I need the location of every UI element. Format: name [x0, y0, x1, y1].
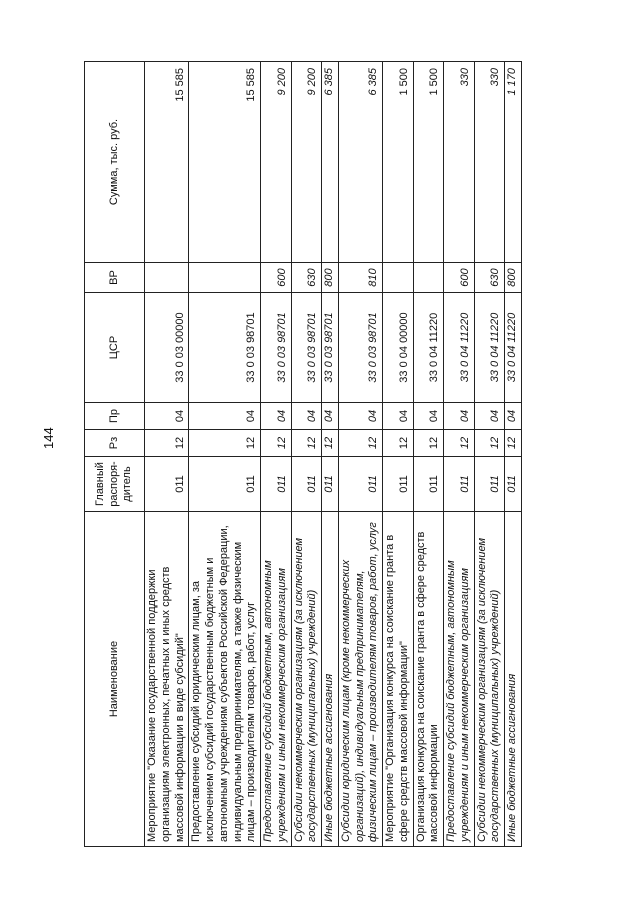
table-cell-vr: 600 [261, 263, 292, 293]
table-cell-name: Иные бюджетные ассигнования [322, 512, 339, 847]
table-cell-csr: 33 0 04 11220 [444, 293, 475, 403]
table-row [145, 62, 189, 847]
table-cell-vr [189, 263, 261, 293]
table-cell-main-manager: 011 [383, 457, 414, 512]
table-header-row [85, 62, 145, 847]
table-cell-rz: 12 [474, 430, 505, 457]
table-cell-sum: 9 200 [291, 62, 322, 263]
table-cell-sum: 1 500 [383, 62, 414, 263]
header-main-manager: Главный распоря-дитель [85, 457, 145, 512]
table-cell-csr: 33 0 04 00000 [383, 293, 414, 403]
table-cell-pr: 04 [338, 403, 382, 430]
table-cell-sum: 1 170 [505, 62, 522, 263]
table-cell-csr: 33 0 03 00000 [145, 293, 189, 403]
table-cell-pr: 04 [505, 403, 522, 430]
table-cell-sum: 15 585 [189, 62, 261, 263]
table-cell-vr: 810 [338, 263, 382, 293]
table-row [474, 62, 505, 847]
table-cell-csr: 33 0 04 11220 [505, 293, 522, 403]
table-row [322, 62, 339, 847]
table-cell-vr [145, 263, 189, 293]
table-cell-sum: 15 585 [145, 62, 189, 263]
table-cell-rz: 12 [444, 430, 475, 457]
table-cell-main-manager: 011 [145, 457, 189, 512]
table-cell-vr: 630 [291, 263, 322, 293]
table-cell-main-manager: 011 [444, 457, 475, 512]
table-row [444, 62, 475, 847]
table-cell-rz: 12 [338, 430, 382, 457]
table-cell-main-manager: 011 [413, 457, 444, 512]
table-cell-vr [383, 263, 414, 293]
table-cell-pr: 04 [444, 403, 475, 430]
table-cell-main-manager: 011 [474, 457, 505, 512]
table-cell-sum: 9 200 [261, 62, 292, 263]
table-row [338, 62, 382, 847]
table-cell-vr [413, 263, 444, 293]
table-cell-pr: 04 [322, 403, 339, 430]
table-cell-vr: 600 [444, 263, 475, 293]
table-cell-rz: 12 [189, 430, 261, 457]
table-cell-sum: 6 385 [322, 62, 339, 263]
table-cell-main-manager: 011 [291, 457, 322, 512]
header-csr: ЦСР [85, 293, 145, 403]
table-row [291, 62, 322, 847]
table-cell-sum: 330 [474, 62, 505, 263]
table-cell-name: Предоставление субсидий юридическим лицам, за исключением субсидий государственным бюджетным и автономным учреждениям субъектов Российской Федерации, индивидуальным предпринимателям, а также физическим лицам – производителям товаров, работ, услуг [189, 512, 261, 847]
table-cell-sum: 330 [444, 62, 475, 263]
table-cell-rz: 12 [145, 430, 189, 457]
table-cell-rz: 12 [322, 430, 339, 457]
table-cell-pr: 04 [291, 403, 322, 430]
table-cell-pr: 04 [145, 403, 189, 430]
table-cell-vr: 630 [474, 263, 505, 293]
table-cell-csr: 33 0 04 11220 [413, 293, 444, 403]
budget-table-container [84, 62, 584, 847]
table-cell-name: Субсидии некоммерческим организациям (за исключением государственных (муниципальных) учреждений) [291, 512, 322, 847]
table-cell-csr: 33 0 04 11220 [474, 293, 505, 403]
table-cell-main-manager: 011 [322, 457, 339, 512]
table-cell-name: Предоставление субсидий бюджетным, автономным учреждениям и иным некоммерческим организациям [261, 512, 292, 847]
header-name: Наименование [85, 512, 145, 847]
table-cell-name: Субсидии некоммерческим организациям (за исключением государственных (муниципальных) учреждений) [474, 512, 505, 847]
table-cell-main-manager: 011 [505, 457, 522, 512]
header-vr: ВР [85, 263, 145, 293]
table-cell-main-manager: 011 [189, 457, 261, 512]
table-cell-rz: 12 [261, 430, 292, 457]
table-cell-pr: 04 [474, 403, 505, 430]
table-row [505, 62, 522, 847]
header-pr: Пр [85, 403, 145, 430]
header-rz: Рз [85, 430, 145, 457]
table-cell-rz: 12 [505, 430, 522, 457]
table-cell-csr: 33 0 03 98701 [189, 293, 261, 403]
table-cell-pr: 04 [413, 403, 444, 430]
table-cell-csr: 33 0 03 98701 [338, 293, 382, 403]
table-cell-main-manager: 011 [261, 457, 292, 512]
header-sum: Сумма, тыс. руб. [85, 62, 145, 263]
table-cell-rz: 12 [291, 430, 322, 457]
table-cell-csr: 33 0 03 98701 [261, 293, 292, 403]
table-cell-vr: 800 [505, 263, 522, 293]
table-cell-pr: 04 [261, 403, 292, 430]
table-cell-name: Мероприятие "Организация конкурса на соискание гранта в сфере средств массовой информации" [383, 512, 414, 847]
table-row [383, 62, 414, 847]
budget-table [84, 61, 522, 847]
table-cell-name: Предоставление субсидий бюджетным, автономным учреждениям и иным некоммерческим организациям [444, 512, 475, 847]
table-cell-rz: 12 [413, 430, 444, 457]
table-row [189, 62, 261, 847]
table-cell-sum: 1 500 [413, 62, 444, 263]
table-cell-sum: 6 385 [338, 62, 382, 263]
table-cell-name: Организация конкурса на соискание гранта в сфере средств массовой информации [413, 512, 444, 847]
table-row [413, 62, 444, 847]
table-cell-rz: 12 [383, 430, 414, 457]
table-cell-csr: 33 0 03 98701 [291, 293, 322, 403]
table-row [261, 62, 292, 847]
page-number: 144 [41, 427, 56, 449]
table-cell-name: Иные бюджетные ассигнования [505, 512, 522, 847]
table-cell-name: Субсидии юридическим лицам (кроме некоммерческих организаций), индивидуальным предпринимателям, физическим лицам – производителям товаров, работ, услуг [338, 512, 382, 847]
table-cell-csr: 33 0 03 98701 [322, 293, 339, 403]
table-cell-main-manager: 011 [338, 457, 382, 512]
table-cell-pr: 04 [189, 403, 261, 430]
table-cell-pr: 04 [383, 403, 414, 430]
table-cell-name: Мероприятие "Оказание государственной поддержки организациям электронных, печатных и иных средств массовой информации в виде субсидий" [145, 512, 189, 847]
table-cell-vr: 800 [322, 263, 339, 293]
